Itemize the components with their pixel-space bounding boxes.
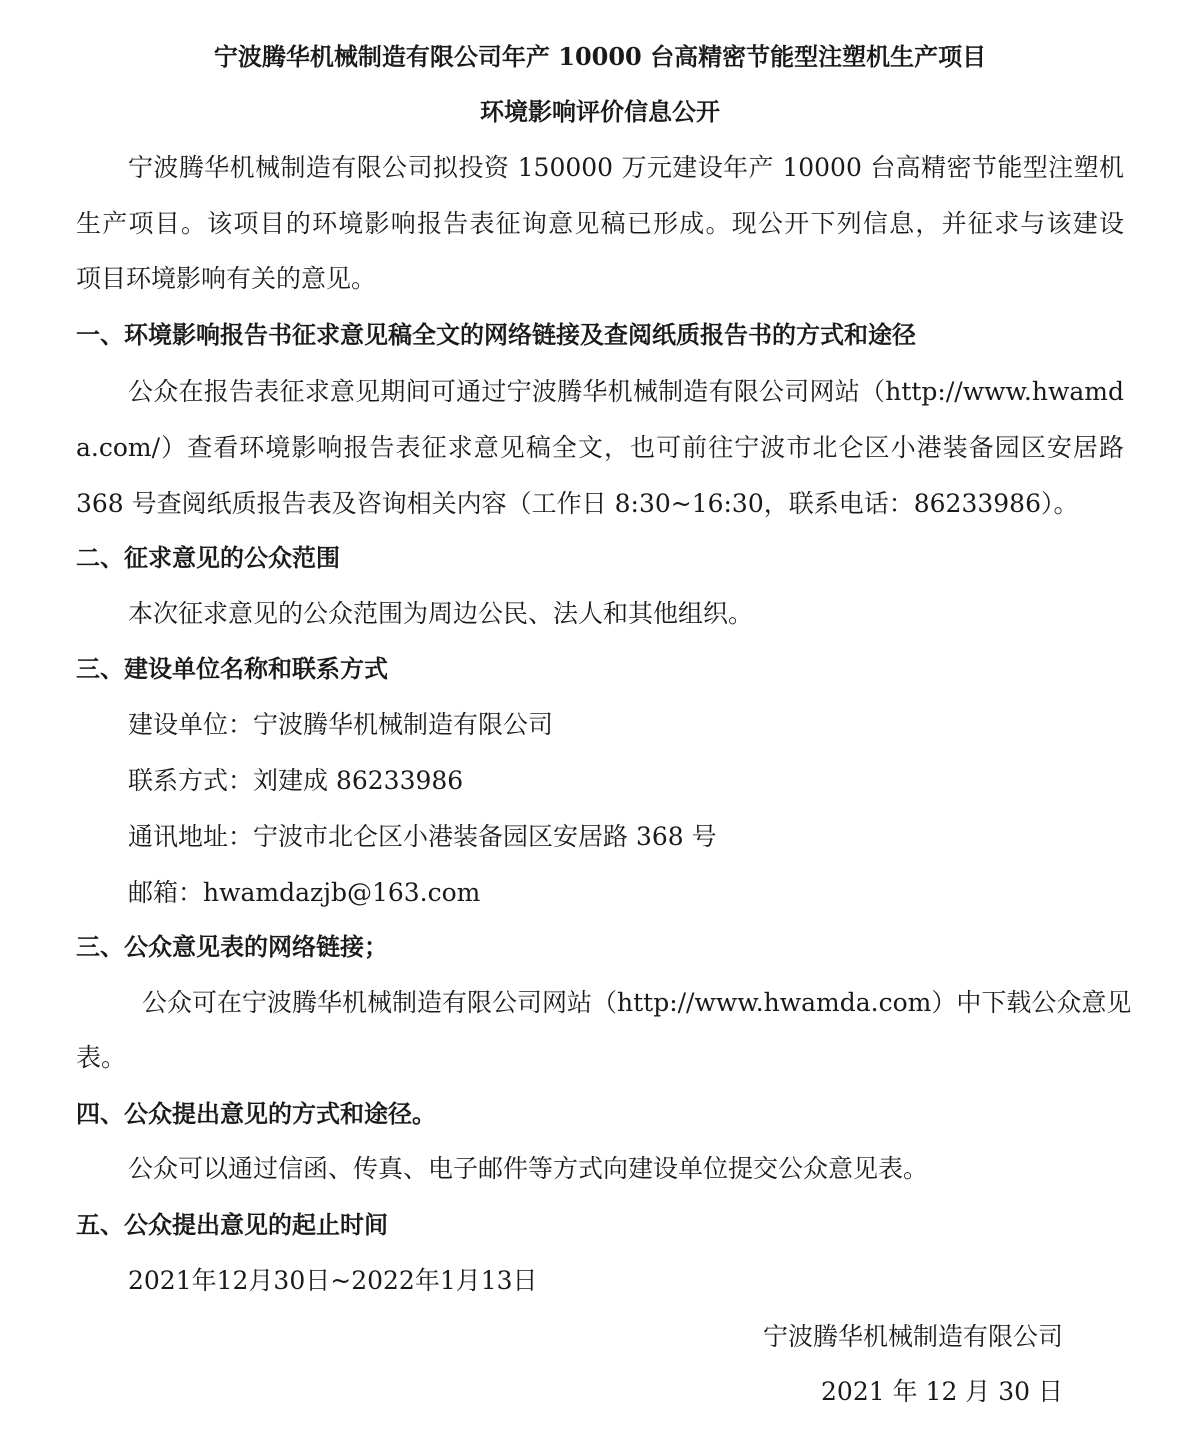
signature-date: 2021 年 12 月 30 日: [821, 1377, 1063, 1406]
intro-paragraph-line: 宁波腾华机械制造有限公司拟投资 150000 万元建设年产 10000 台高精密节能型注塑机: [128, 153, 1124, 182]
section-heading: 三、建设单位名称和联系方式: [76, 654, 388, 683]
period-line: 2021年12月30日~2022年1月13日: [128, 1266, 538, 1295]
address-line: 通讯地址：宁波市北仑区小港装备园区安居路 368 号: [128, 822, 717, 851]
intro-paragraph-line: 生产项目。该项目的环境影响报告表征询意见稿已形成。现公开下列信息，并征求与该建设: [76, 209, 1124, 238]
intro-paragraph-line: 项目环境影响有关的意见。: [76, 264, 377, 293]
section-heading: 三、公众意见表的网络链接；: [76, 932, 388, 961]
email-line: 邮箱：hwamdazjb@163.com: [128, 878, 481, 907]
contact-line: 联系方式：刘建成 86233986: [128, 766, 464, 795]
section-paragraph-line: 368 号查阅纸质报告表及咨询相关内容（工作日 8:30~16:30，联系电话：86233986）。: [76, 489, 1079, 518]
signature-company: 宁波腾华机械制造有限公司: [762, 1322, 1063, 1351]
construction-unit-line: 建设单位：宁波腾华机械制造有限公司: [128, 710, 554, 739]
section-paragraph-line: 公众在报告表征求意见期间可通过宁波腾华机械制造有限公司网站（http://www.hwamd: [128, 377, 1124, 406]
section-paragraph-line: 公众可在宁波腾华机械制造有限公司网站（http://www.hwamda.com）中下载公众意见: [142, 988, 1132, 1017]
section-heading: 五、公众提出意见的起止时间: [76, 1210, 388, 1239]
section-paragraph-line: 本次征求意见的公众范围为周边公民、法人和其他组织。: [128, 599, 754, 628]
section-heading: 四、公众提出意见的方式和途径。: [76, 1099, 436, 1128]
section-heading: 一、环境影响报告书征求意见稿全文的网络链接及查阅纸质报告书的方式和途径: [76, 320, 916, 349]
section-paragraph-line: a.com/）查看环境影响报告表征求意见稿全文，也可前往宁波市北仑区小港装备园区安居路: [76, 433, 1124, 462]
section-paragraph-line: 公众可以通过信函、传真、电子邮件等方式向建设单位提交公众意见表。: [128, 1154, 929, 1183]
section-paragraph-line: 表。: [76, 1043, 127, 1072]
document-subtitle: 环境影响评价信息公开: [480, 97, 720, 126]
section-heading: 二、征求意见的公众范围: [76, 543, 340, 572]
document-title: 宁波腾华机械制造有限公司年产 10000 台高精密节能型注塑机生产项目: [213, 42, 987, 71]
